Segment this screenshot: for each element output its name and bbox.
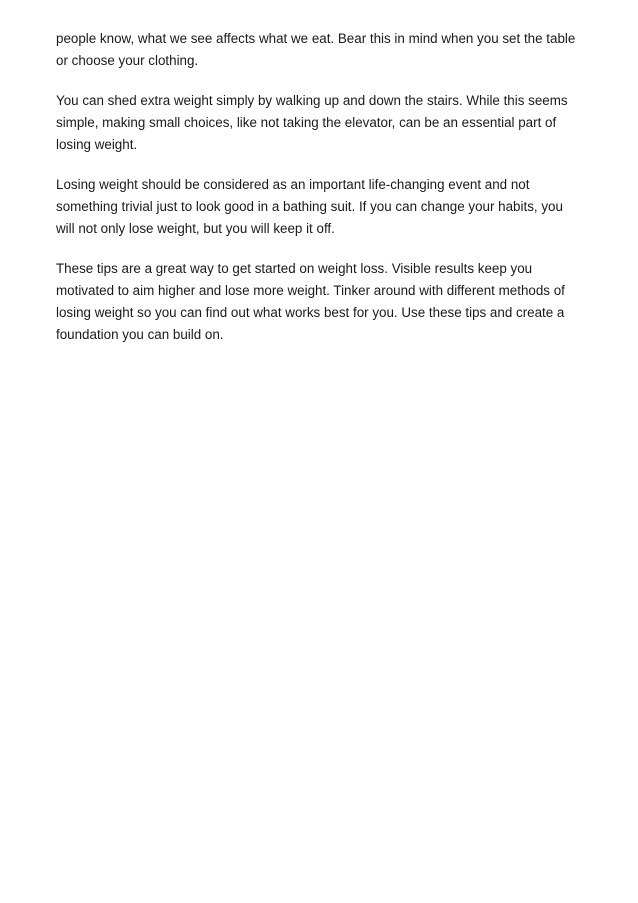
body-paragraph: These tips are a great way to get started on weight loss. Visible results keep you motivated to aim higher and lose more weight. Tinker around with different methods of losing weight so you can find out what works best for you. Use these tips and create a foundation you can build on. [56, 261, 565, 342]
body-paragraph: Losing weight should be considered as an important life-changing event and not something trivial just to look good in a bathing suit. If you can change your habits, you will not only lose weight, but you will keep it off. [56, 177, 563, 236]
body-paragraph: You can shed extra weight simply by walking up and down the stairs. While this seems simple, making small choices, like not taking the elevator, can be an essential part of losing weight. [56, 93, 568, 152]
body-paragraph: people know, what we see affects what we eat. Bear this in mind when you set the table or choose your clothing. [56, 31, 576, 68]
